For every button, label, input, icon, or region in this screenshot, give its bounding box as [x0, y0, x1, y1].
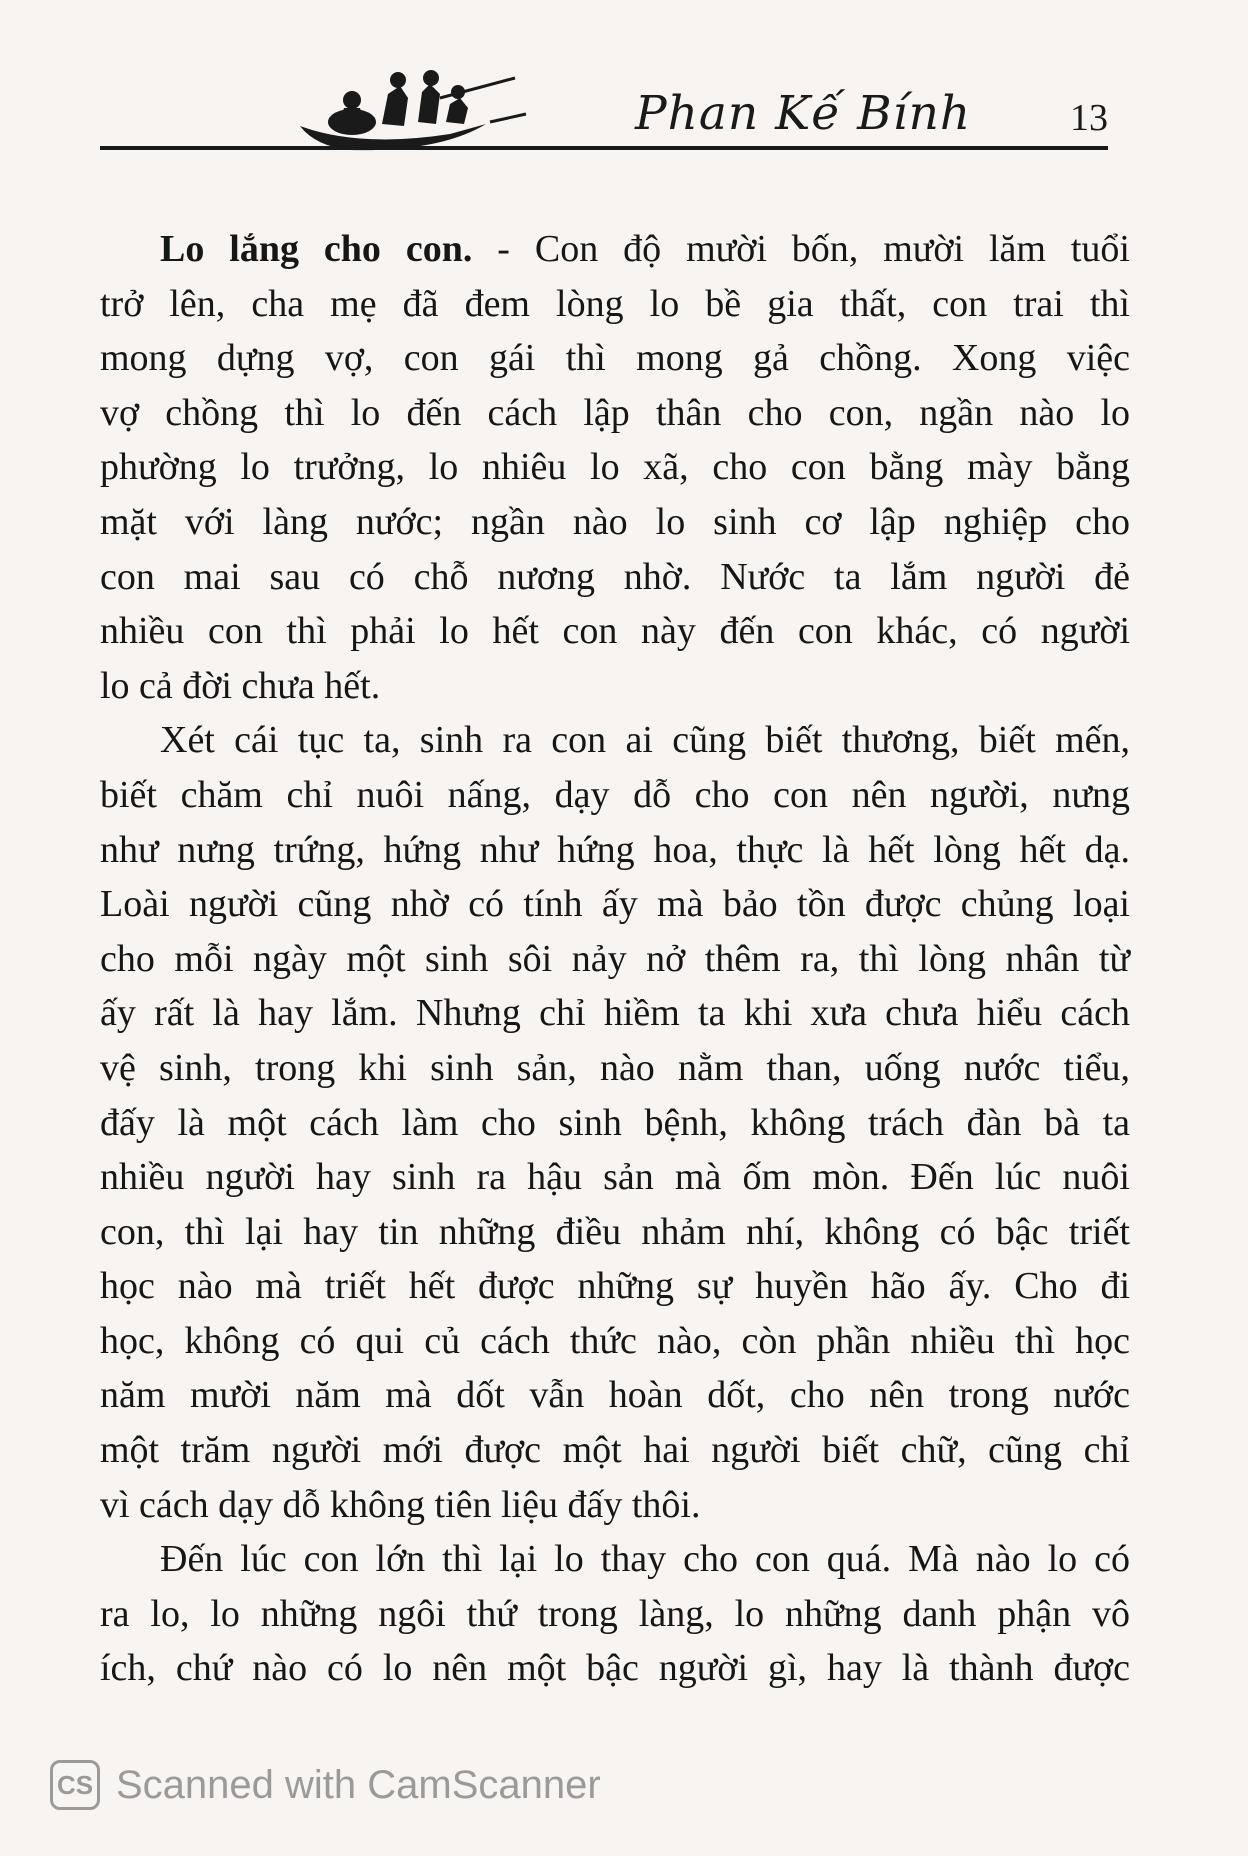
- text-line: con, thì lại hay tin những điều nhảm nhí, không có bậc triết: [100, 1210, 1130, 1253]
- text-line: mong dựng vợ, con gái thì mong gả chồng. Xong việc: [100, 337, 1130, 380]
- paragraph-1: [100, 222, 1130, 713]
- watermark-text: Scanned with CamScanner: [116, 1762, 601, 1807]
- camscanner-watermark: [50, 1755, 601, 1815]
- text-line: ra lo, lo những ngôi thứ trong làng, lo những danh phận vô: [100, 1592, 1130, 1635]
- running-title: Phan Kế Bính: [635, 86, 972, 141]
- text-line: như nưng trứng, hứng như hứng hoa, thực là hết lòng hết dạ.: [100, 828, 1130, 871]
- text-line: Xét cái tục ta, sinh ra con ai cũng biết thương, biết mến,: [160, 719, 1130, 762]
- text-line: đấy là một cách làm cho sinh bệnh, không trách đàn bà ta: [100, 1101, 1130, 1144]
- text-line: phường lo trưởng, lo nhiêu lo xã, cho con bằng mày bằng: [100, 446, 1130, 489]
- page-header: [100, 58, 1108, 154]
- text-line: học nào mà triết hết được những sự huyền hão ấy. Cho đi: [100, 1265, 1130, 1308]
- text-line: lo cả đời chưa hết.: [100, 664, 381, 707]
- page-number: 13: [1070, 97, 1108, 139]
- text-line: một trăm người mới được một hai người biết chữ, cũng chỉ: [100, 1429, 1130, 1472]
- text-line-content: - Con độ mười bốn, mười lăm tuổi: [472, 228, 1130, 270]
- text-line: ích, chứ nào có lo nên một bậc người gì, hay là thành được: [100, 1647, 1130, 1690]
- text-line: mặt với làng nước; ngần nào lo sinh cơ lập nghiệp cho: [100, 500, 1130, 543]
- header-rule: [100, 146, 1108, 150]
- text-line: trở lên, cha mẹ đã đem lòng lo bề gia thất, con trai thì: [100, 282, 1130, 325]
- text-line: con mai sau có chỗ nương nhờ. Nước ta lắm người đẻ: [100, 555, 1130, 598]
- text-line: Loài người cũng nhờ có tính ấy mà bảo tồn được chủng loại: [100, 883, 1130, 926]
- body-text: [100, 222, 1130, 1696]
- text-line: học, không có qui củ cách thức nào, còn phần nhiều thì học: [100, 1319, 1130, 1362]
- text-line: năm mười năm mà dốt vẫn hoàn dốt, cho nên trong nước: [100, 1374, 1130, 1417]
- text-line: cho mỗi ngày một sinh sôi nảy nở thêm ra, thì lòng nhân từ: [100, 937, 1130, 980]
- text-line: Đến lúc con lớn thì lại lo thay cho con quá. Mà nào lo có: [160, 1538, 1130, 1581]
- text-line: vệ sinh, trong khi sinh sản, nào nằm than, uống nước tiểu,: [100, 1046, 1130, 1089]
- boat-rowers-ornament-icon: [290, 64, 530, 152]
- camscanner-logo-icon: CS: [50, 1760, 100, 1810]
- paragraph-2: [100, 713, 1130, 1532]
- text-line: vì cách dạy dỗ không tiên liệu đấy thôi.: [100, 1483, 701, 1526]
- section-heading: Lo lắng cho con.: [160, 228, 473, 270]
- text-line: nhiều người hay sinh ra hậu sản mà ốm mòn. Đến lúc nuôi: [100, 1156, 1130, 1199]
- text-line: nhiều con thì phải lo hết con này đến con khác, có người: [100, 610, 1130, 653]
- text-line: vợ chồng thì lo đến cách lập thân cho con, ngần nào lo: [100, 391, 1130, 434]
- text-line: biết chăm chỉ nuôi nấng, dạy dỗ cho con nên người, nưng: [100, 773, 1130, 816]
- paragraph-3: [100, 1532, 1130, 1696]
- text-line: ấy rất là hay lắm. Nhưng chỉ hiềm ta khi xưa chưa hiểu cách: [100, 992, 1130, 1035]
- text-line: [100, 222, 1130, 277]
